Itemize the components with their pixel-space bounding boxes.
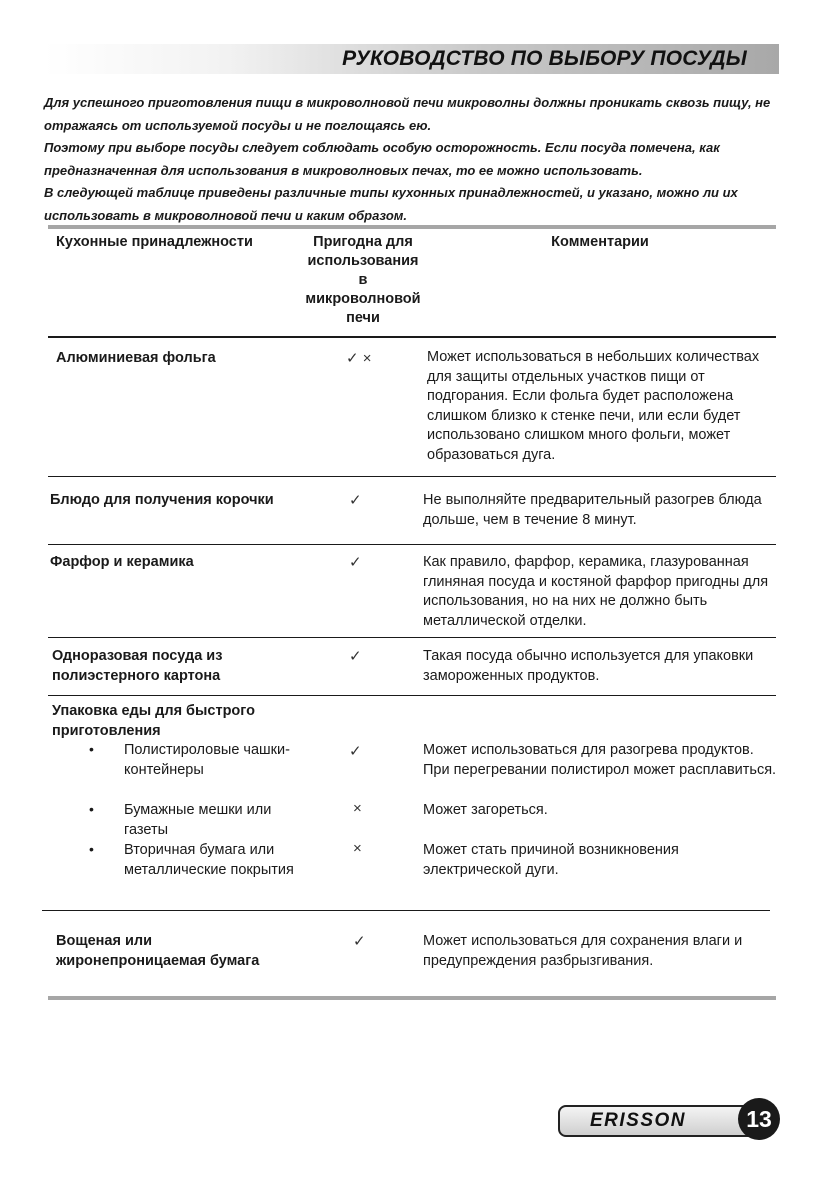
row-divider: [48, 637, 776, 638]
list-item-label: Полистироловые чашки-контейнеры: [124, 742, 290, 778]
cross-icon: ×: [353, 800, 362, 817]
row-divider: [48, 476, 776, 477]
table-row-comment: Не выполняйте предварительный разогрев блюда дольше, чем в течение 8 минут.: [423, 492, 762, 528]
row-divider: [48, 695, 776, 696]
table-row-utensil: Блюдо для получения корочки: [50, 492, 274, 508]
table-row-comment: Может использоваться в небольших количествах для защиты отдельных участков пищи от подгорания. Если фольга будет расположена слишком близко к стенке печи, или если будет использовано слишком много фольги, может образоваться дуга.: [427, 349, 760, 463]
intro-paragraph: В следующей таблице приведены различные типы кухонных принадлежностей, и указано, можно ли их использовать в микроволновой печи и каким образом.: [44, 185, 738, 223]
list-item-label: Бумажные мешки или газеты: [124, 802, 272, 838]
list-item-comment: Может загореться.: [423, 802, 548, 818]
bullet: •: [89, 841, 94, 857]
page-title: РУКОВОДСТВО ПО ВЫБОРУ ПОСУДЫ: [342, 47, 747, 70]
header-utensil: Кухонные принадлежности: [56, 234, 253, 250]
table-row-comment: Такая посуда обычно используется для упаковки замороженных продуктов.: [423, 648, 754, 684]
header-comments: Комментарии: [551, 234, 649, 250]
table-row-utensil: Одноразовая посуда из полиэстерного картона: [52, 648, 223, 684]
header-rule: [48, 336, 776, 338]
table-top-rule: [48, 225, 776, 229]
row-divider: [48, 544, 776, 545]
check-cross-icon: ✓ ×: [346, 350, 372, 367]
list-item-label: Вторичная бумага или металлические покрытия: [124, 842, 294, 878]
table-row-comment: Может использоваться для сохранения влаги и предупреждения разбрызгивания.: [423, 933, 743, 969]
check-icon: ✓: [349, 554, 362, 571]
bullet: •: [89, 801, 94, 817]
brand-name: ERISSON: [590, 1110, 687, 1131]
table-row-utensil: Вощеная или жиронепроницаемая бумага: [56, 933, 260, 969]
check-icon: ✓: [349, 743, 362, 760]
check-icon: ✓: [349, 492, 362, 509]
table-row-comment: Как правило, фарфор, керамика, глазурованная глиняная посуда и костяной фарфор пригодны для использования, но на них не должно быть металлической отделки.: [423, 554, 769, 629]
intro-paragraph: Для успешного приготовления пищи в микроволновой печи микроволны должны проникать сквозь пищу, не отражаясь от используемой посуды и не поглощаясь ею.: [44, 95, 771, 133]
intro-paragraph: Поэтому при выборе посуды следует соблюдать особую осторожность. Если посуда помечена, как предназначенная для использования в микроволновых печах, то ее можно использовать.: [44, 140, 720, 178]
cross-icon: ×: [353, 840, 362, 857]
table-row-utensil: Фарфор и керамика: [50, 554, 194, 570]
table-bottom-rule: [48, 996, 776, 1000]
header-bar: [44, 44, 779, 74]
table-row-utensil: Упаковка еды для быстрого приготовления: [52, 703, 255, 739]
page-number: 13: [738, 1098, 780, 1140]
table-row-utensil: Алюминиевая фольга: [56, 350, 216, 366]
check-icon: ✓: [353, 933, 366, 950]
footer: [558, 1098, 784, 1142]
row-divider: [42, 910, 770, 911]
check-icon: ✓: [349, 648, 362, 665]
intro-text: [44, 92, 786, 227]
bullet: •: [89, 741, 94, 757]
header-suitable: Пригодна для использования в микроволновой печи: [305, 234, 421, 326]
brand-logo: [558, 1105, 758, 1137]
list-item-comment: Может использоваться для разогрева продуктов. При перегревании полистирол может расплавиться.: [423, 742, 777, 778]
list-item-comment: Может стать причиной возникновения электрической дуги.: [423, 842, 679, 878]
